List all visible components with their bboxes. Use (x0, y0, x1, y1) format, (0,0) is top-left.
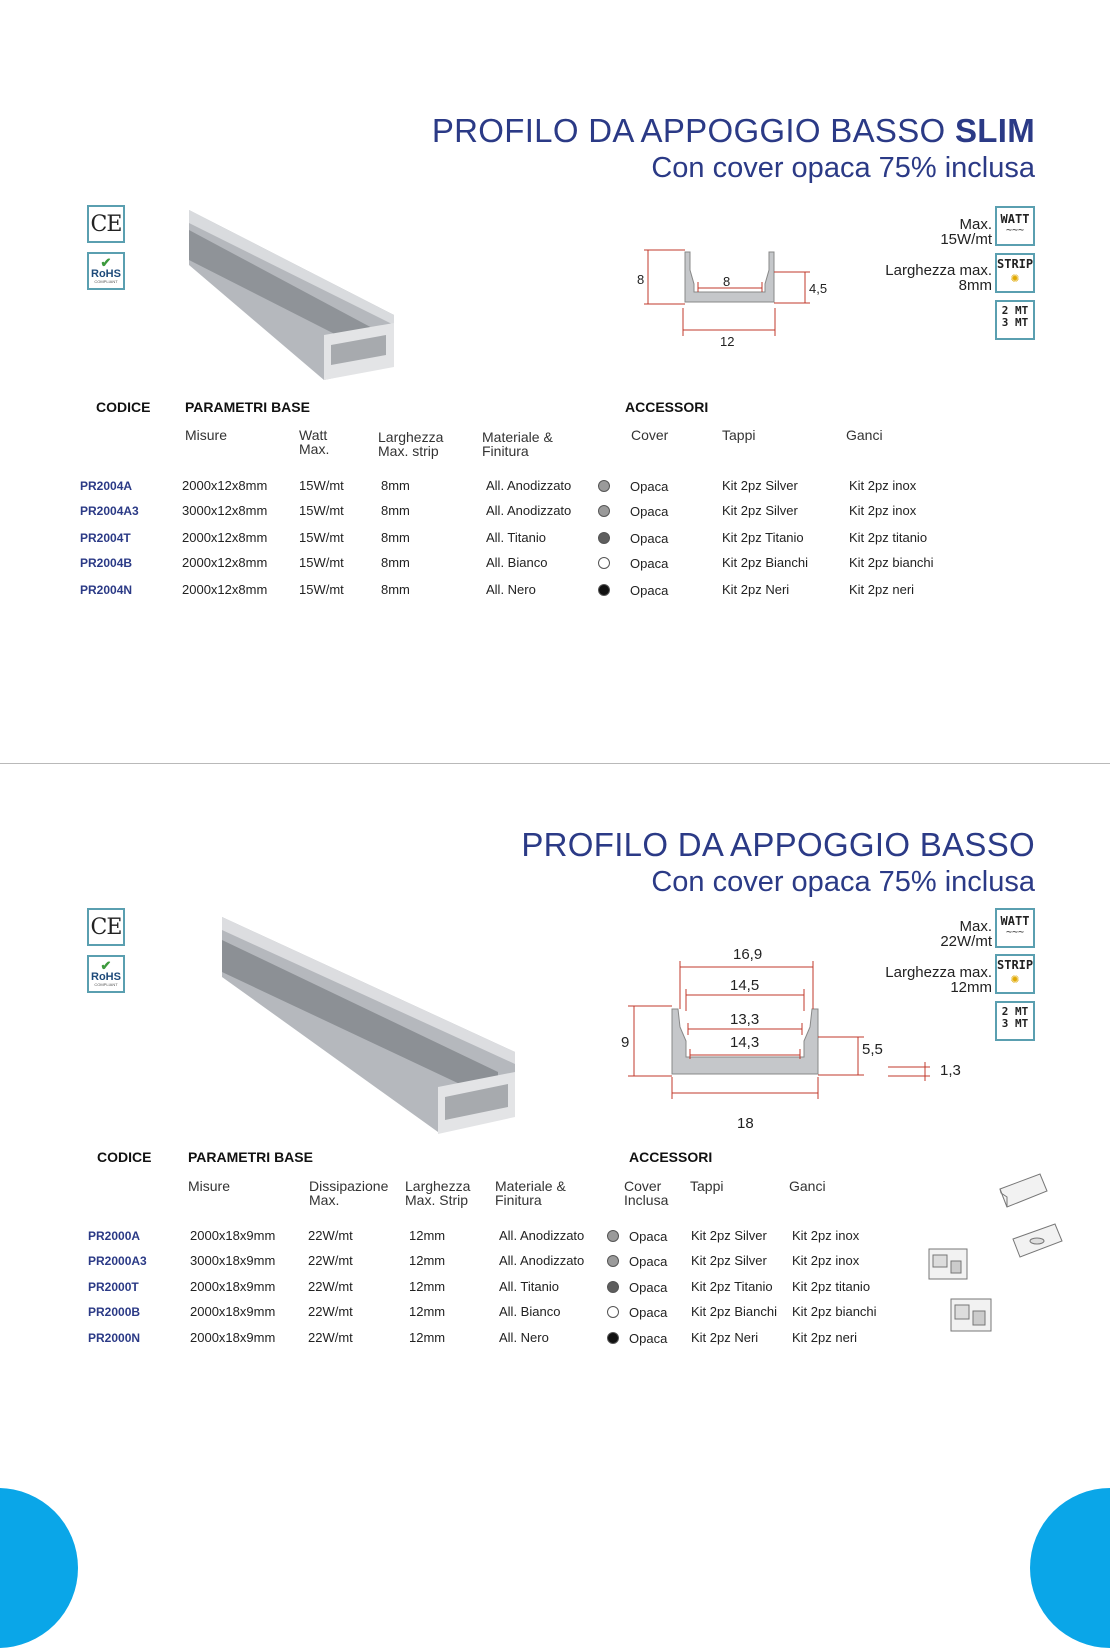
strip-icon: STRIP ✺ (995, 954, 1035, 994)
ce-mark-icon: CE (87, 205, 125, 243)
col-dissipazione: Dissipazione Max. (309, 1178, 389, 1208)
col-misure: Misure (185, 427, 228, 443)
cell-watt: 22W/mt (308, 1228, 353, 1243)
cell-materiale: All. Anodizzato (486, 503, 572, 518)
cell-watt: 15W/mt (299, 582, 344, 597)
spec-watt: Max. 22W/mt (940, 918, 992, 950)
cell-tappi: Kit 2pz Neri (691, 1330, 759, 1345)
cell-materiale: All. Bianco (499, 1304, 561, 1319)
product-code: PR2004T (80, 531, 131, 545)
cell-materiale: All. Titanio (486, 530, 546, 545)
cell-larghezza: 12mm (409, 1304, 446, 1319)
product-code: PR2000T (88, 1280, 139, 1294)
col-materiale: Materiale & Finitura (482, 429, 553, 459)
rohs-icon: ✔ RoHS COMPLIANT (87, 955, 125, 993)
cell-tappi: Kit 2pz Silver (691, 1253, 767, 1268)
cell-larghezza: 8mm (381, 555, 410, 570)
cell-ganci: Kit 2pz titanio (792, 1279, 871, 1294)
cell-ganci: Kit 2pz neri (849, 582, 915, 597)
cell-tappi: Kit 2pz Silver (722, 503, 798, 518)
cell-larghezza: 12mm (409, 1253, 446, 1268)
product-code: PR2004N (80, 583, 133, 597)
cell-cover: Opaca (630, 531, 669, 546)
product-code: PR2004B (80, 556, 133, 570)
cell-materiale: All. Nero (486, 582, 536, 597)
product-code: PR2000B (88, 1305, 141, 1319)
cell-tappi: Kit 2pz Titanio (722, 530, 804, 545)
cell-cover: Opaca (630, 583, 669, 598)
cell-larghezza: 12mm (409, 1228, 446, 1243)
length-icon: 2 MT 3 MT (995, 1001, 1035, 1041)
cell-tappi: Kit 2pz Bianchi (691, 1304, 777, 1319)
finish-color-swatch (607, 1306, 619, 1318)
cell-misure: 2000x12x8mm (182, 478, 268, 493)
accessories-image (925, 1169, 1070, 1349)
dim-inner-width: 14,3 (730, 1034, 760, 1051)
dim-top-width: 16,9 (733, 946, 763, 963)
dim-side-height: 5,5 (862, 1041, 883, 1058)
product-title (521, 826, 1035, 899)
cell-watt: 15W/mt (299, 503, 344, 518)
header-parametri-base: PARAMETRI BASE (185, 399, 310, 415)
cell-watt: 15W/mt (299, 555, 344, 570)
dim-side-height: 4,5 (809, 281, 828, 296)
cell-cover: Opaca (630, 479, 669, 494)
col-cover: Cover Inclusa (624, 1178, 669, 1208)
col-larghezza: Larghezza Max. strip (378, 429, 444, 459)
cell-larghezza: 8mm (381, 582, 410, 597)
title-main: PROFILO DA APPOGGIO BASSO (521, 826, 1035, 863)
cell-watt: 22W/mt (308, 1253, 353, 1268)
finish-color-swatch (598, 532, 610, 544)
cell-ganci: Kit 2pz titanio (849, 530, 928, 545)
product-code: PR2004A (80, 479, 133, 493)
col-tappi: Tappi (722, 427, 756, 443)
cell-misure: 2000x18x9mm (190, 1279, 276, 1294)
col-cover: Cover (631, 427, 669, 443)
col-tappi: Tappi (690, 1178, 724, 1194)
spec-strip-width: Larghezza max. 12mm (885, 964, 992, 996)
cell-cover: Opaca (629, 1280, 668, 1295)
cell-larghezza: 12mm (409, 1330, 446, 1345)
cell-materiale: All. Nero (499, 1330, 549, 1345)
product-code: PR2000A (88, 1229, 141, 1243)
cell-watt: 22W/mt (308, 1279, 353, 1294)
cell-larghezza: 8mm (381, 530, 410, 545)
col-watt: Watt Max. (299, 427, 330, 457)
cell-ganci: Kit 2pz bianchi (849, 555, 934, 570)
dim-height: 8 (637, 272, 645, 287)
spec-watt: Max. 15W/mt (940, 216, 992, 248)
cell-larghezza: 8mm (381, 503, 410, 518)
product-code: PR2000A3 (88, 1254, 147, 1268)
strip-icon: STRIP ✺ (995, 253, 1035, 293)
cell-materiale: All. Titanio (499, 1279, 559, 1294)
cell-watt: 15W/mt (299, 530, 344, 545)
cell-misure: 2000x12x8mm (182, 582, 268, 597)
watt-icon: WATT ~~~ (995, 908, 1035, 948)
cell-cover: Opaca (630, 504, 669, 519)
dim-inner-width: 8 (723, 274, 731, 289)
watt-icon: WATT ~~~ (995, 206, 1035, 246)
finish-color-swatch (598, 584, 610, 596)
title-subtitle: Con cover opaca 75% inclusa (651, 152, 1035, 184)
cell-materiale: All. Anodizzato (499, 1228, 585, 1243)
cell-tappi: Kit 2pz Neri (722, 582, 790, 597)
title-main: PROFILO DA APPOGGIO BASSO (431, 112, 946, 149)
finish-color-swatch (607, 1332, 619, 1344)
cell-materiale: All. Anodizzato (499, 1253, 585, 1268)
cell-cover: Opaca (629, 1229, 668, 1244)
cell-misure: 3000x18x9mm (190, 1253, 276, 1268)
dim-width: 18 (737, 1115, 754, 1132)
profile-product-image (220, 912, 520, 1137)
cell-cover: Opaca (629, 1331, 668, 1346)
cell-ganci: Kit 2pz inox (792, 1228, 860, 1243)
col-misure: Misure (188, 1178, 231, 1194)
dim-width: 12 (720, 334, 735, 349)
finish-color-swatch (607, 1255, 619, 1267)
cell-materiale: All. Anodizzato (486, 478, 572, 493)
header-codice: CODICE (96, 399, 151, 415)
finish-color-swatch (598, 480, 610, 492)
cell-larghezza: 12mm (409, 1279, 446, 1294)
product-section-slim (0, 0, 1110, 763)
cell-ganci: Kit 2pz neri (792, 1330, 858, 1345)
cell-larghezza: 8mm (381, 478, 410, 493)
cell-materiale: All. Bianco (486, 555, 548, 570)
cell-ganci: Kit 2pz inox (849, 503, 917, 518)
product-section-standard (0, 764, 1110, 1570)
cell-tappi: Kit 2pz Bianchi (722, 555, 808, 570)
cell-misure: 3000x12x8mm (182, 503, 268, 518)
title-bold: SLIM (954, 112, 1035, 149)
finish-color-swatch (607, 1281, 619, 1293)
finish-color-swatch (598, 505, 610, 517)
title-subtitle: Con cover opaca 75% inclusa (651, 866, 1035, 898)
col-ganci: Ganci (789, 1178, 826, 1194)
cell-misure: 2000x18x9mm (190, 1304, 276, 1319)
cell-watt: 22W/mt (308, 1304, 353, 1319)
length-icon: 2 MT 3 MT (995, 300, 1035, 340)
cell-misure: 2000x12x8mm (182, 555, 268, 570)
header-accessori: ACCESSORI (629, 1149, 713, 1165)
cell-misure: 2000x12x8mm (182, 530, 268, 545)
col-larghezza: Larghezza Max. Strip (405, 1178, 471, 1208)
cell-ganci: Kit 2pz inox (849, 478, 917, 493)
cell-tappi: Kit 2pz Titanio (691, 1279, 773, 1294)
col-materiale: Materiale & Finitura (495, 1178, 566, 1208)
cell-misure: 2000x18x9mm (190, 1228, 276, 1243)
cell-cover: Opaca (630, 556, 669, 571)
cell-cover: Opaca (629, 1254, 668, 1269)
product-code: PR2004A3 (80, 504, 139, 518)
header-accessori: ACCESSORI (625, 399, 709, 415)
cell-misure: 2000x18x9mm (190, 1330, 276, 1345)
rohs-icon: ✔ RoHS COMPLIANT (87, 252, 125, 290)
product-code: PR2000N (88, 1331, 141, 1345)
ce-mark-icon: CE (87, 908, 125, 946)
dim-inner-top: 13,3 (730, 1011, 760, 1028)
cell-tappi: Kit 2pz Silver (691, 1228, 767, 1243)
cell-tappi: Kit 2pz Silver (722, 478, 798, 493)
dim-base: 1,3 (940, 1062, 961, 1079)
header-parametri-base: PARAMETRI BASE (188, 1149, 313, 1165)
cell-ganci: Kit 2pz bianchi (792, 1304, 877, 1319)
profile-product-image (186, 205, 398, 385)
section-dimension-drawing (630, 240, 840, 355)
cell-watt: 22W/mt (308, 1330, 353, 1345)
dim-height: 9 (621, 1034, 630, 1051)
col-ganci: Ganci (846, 427, 883, 443)
cell-ganci: Kit 2pz inox (792, 1253, 860, 1268)
spec-strip-width: Larghezza max. 8mm (885, 262, 992, 294)
dim-opening: 14,5 (730, 977, 760, 994)
cell-cover: Opaca (629, 1305, 668, 1320)
finish-color-swatch (598, 557, 610, 569)
finish-color-swatch (607, 1230, 619, 1242)
product-title (432, 112, 1035, 185)
cell-watt: 15W/mt (299, 478, 344, 493)
header-codice: CODICE (97, 1149, 152, 1165)
